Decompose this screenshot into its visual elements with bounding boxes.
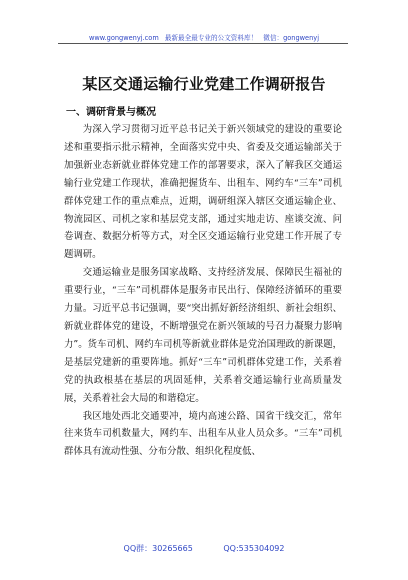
document-body: [64, 121, 342, 461]
header-slogan: 最新最全最专业的公文资料库！: [164, 34, 258, 42]
paragraph: 我区地处西北交通要冲，境内高速公路、国省干线交汇，常年往来货车司机数量大，网约车、出租车从业人员众多。“三车”司机群体具有流动性强、分布分散、组织化程度低、: [64, 410, 342, 458]
header-wechat: 微信：gongwenyj: [263, 34, 320, 42]
header-website[interactable]: www.gongwenyj.com: [88, 34, 159, 42]
page-footer: [0, 543, 408, 554]
document-title: 某区交通运输行业党建工作调研报告: [82, 75, 326, 93]
paragraph: 交通运输业是服务国家战略、支持经济发展、保障民生福祉的重要行业，“三车”司机群体是服务市民出行、保障经济循环的重要力量。习近平总书记强调，要“突出抓好新经济组织、新社会组织、新就业群体党的建设，不断增强党在新兴领域的号召力凝聚力影响力”。货车司机、网约车司机等新就业群体是党治国理政的新课题，是基层党建新的重要阵地。抓好“三车”司机群体党建工作，关系着党的执政根基在基层的巩固延伸，关系着交通运输行业高质量发展，关系着社会大局的和谐稳定。: [64, 267, 342, 404]
footer-qq: QQ:535304092: [223, 544, 285, 553]
footer-qq-group: QQ群：30265665: [123, 544, 193, 553]
page-header: [0, 32, 408, 42]
paragraph: 为深入学习贯彻习近平总书记关于新兴领域党的建设的重要论述和重要指示批示精神，全面落实党中央、省委及交通运输部关于加强新业态新就业群体党建工作的部署要求，深入了解我区交通运输行业党建工作现状，准确把握货车、出租车、网约车“三车”司机群体党建工作的重点难点，近期，调研组深入辖区交通运输企业、物流园区、司机之家和基层党支部，通过实地走访、座谈交流、问卷调查、数据分析等方式，对全区交通运输行业党建工作开展了专题调研。: [64, 124, 342, 261]
section-heading: 一、调研背景与概况: [66, 107, 156, 118]
header-divider: [58, 43, 348, 44]
